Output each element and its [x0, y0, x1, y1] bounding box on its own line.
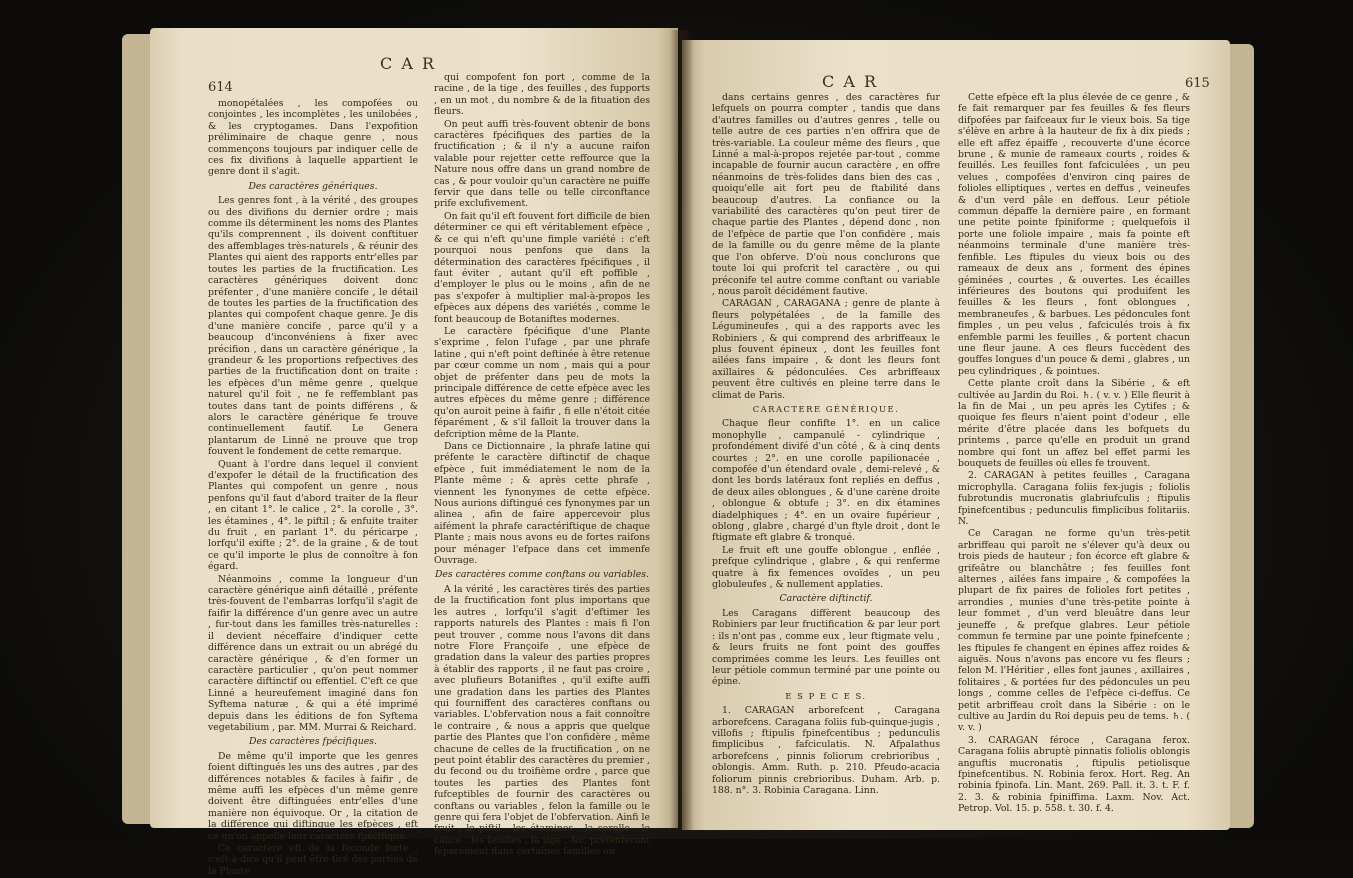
- paragraph: Les Caragans diffèrent beaucoup des Robiniers par leur fructification & par leur port : ils n'ont pas , comme eux , leur ftigmate velu , & leurs fruits ne font point des gouffes comprimées comme les leurs. Les feuilles ont leur pétiole commun terminé par une pointe ou épine.: [712, 607, 940, 688]
- paragraph: dans certains genres , des caractères fur lefquels on pourra compter , tandis que dans d'autres familles ou d'autres genres , telle ou telle autre de ces parties n'en offrira que de très-variable. La couleur même des fleurs , que Linné a mal-à-propos rejetée par-tout , comme incapable de fournir aucun caractère , en offre néanmoins de très-folides dans bien des cas , quoiqu'elle ait fort peu de ftabilité dans beaucoup d'autres. La confiance ou la variabilité des caractères qu'on peut tirer de chaque partie des Plantes , dépend donc , non de l'efpèce de partie que l'on confidère , mais de la famille ou du genre même de la plante que l'on obferve. D'où nous conclurons que toute loi qui profcrit tel caractère , ou qui préconife tel autre comme conftant ou variable , nous paroît décidément fautive.: [712, 92, 940, 297]
- right-page-column-1: [712, 92, 940, 797]
- paragraph: CARAGAN , CARAGANA ; genre de plante à fleurs polypétalées , de la famille des Légumineufes , qui a des rapports avec les Robiniers , & qui comprend des arbriffeaux le plus fouvent épineux , dont les feuilles font ailées fans impaire , & dont les fleurs font axillaires & pédonculées. Ces arbriffeaux peuvent être cultivés en pleine terre dans le climat de Paris.: [712, 298, 940, 401]
- paragraph: qui compofent fon port , comme de la racine , de la tige , des feuilles , des fupports , en un mot , du nombre & de la fituation des fleurs.: [434, 72, 650, 118]
- right-page-edges: [1228, 44, 1254, 828]
- paragraph: 3. CARAGAN féroce , Caragana ferox. Caragana foliis abruptè pinnatis foliolis oblongis anguftis mucronatis , ftipulis petiolisque fpinefcentibus. N. Robinia ferox. Hort. Reg. An robinia fpinofa. Lin. Mant. 269. Pall. it. 3. t. F. f. 2. 3. & robinia fpiniffima. Laxm. Nov. Act. Petrop. Vol. 15. p. 558. t. 30. f. 4.: [958, 734, 1190, 815]
- paragraph: Les genres font , à la vérité , des groupes ou des divifions du dernier ordre ; mais comme ils déterminent les noms des Plantes qu'ils comprennent , ils doivent conftituer des affemblages très-naturels , & réunir des Plantes qui aient des rapports entr'elles par toutes les parties de la fructification. Les caractères génériques doivent donc préfenter , d'une manière concife , le détail de toutes les parties de la fructification des plantes qui compofent chaque genre. Je dis d'une manière concife , parce qu'il y a beaucoup d'inconvéniens à fixer avec précifion , dans un caractère générique , la grandeur & les proportions refpectives des parties de la fructification dont on traite : les efpèces d'un même genre , quelque naturel qu'il foit , ne fe reffemblant pas toutes dans tant de points différens , & alors le caractère générique fe trouve continuellement fautif. Le Genera plantarum de Linné ne prouve que trop fouvent le fondement de cette remarque.: [208, 195, 418, 458]
- paragraph: 2. CARAGAN à petites feuilles , Caragana microphylla. Caragana foliis fex-jugis ; foliolis fubrotundis mucronatis glabriufculis ; ftipulis fpinefcentibus ; pedunculis fimplicibus folitariis. N.: [958, 470, 1190, 528]
- paragraph: Quant à l'ordre dans lequel il convient d'expofer le détail de la fructification des Plantes qui compofent un genre , nous penfons qu'il faut d'abord traiter de la fleur , en citant 1°. le calice , 2°. la corolle , 3°. les étamines , 4°. le piftil ; & enfuite traiter du fruit , en parlant 1°. du péricarpe , lorfqu'il exifte ; 2°. de la graine , & de tout ce qu'il importe le plus de connoître à fon égard.: [208, 458, 418, 573]
- left-page-column-1: [208, 98, 418, 878]
- right-page: [682, 40, 1230, 830]
- paragraph: monopétalées , les compofées ou conjointes , les incomplètes , les unilobées , & les cryptogames. Dans l'expofition préliminaire de chaque genre , nous commençons toujours par indiquer celle de ces fix divifions à laquelle appartient le genre dont il s'agit.: [208, 98, 418, 178]
- section-heading: Caractère diftinctif.: [779, 593, 873, 605]
- section-heading: Des caractères fpécifiques.: [249, 736, 377, 748]
- left-page-edges: [122, 34, 152, 824]
- paragraph: Ce Caragan ne forme qu'un très-petit arbriffeau qui paroît ne s'élever qu'à deux ou trois pieds de hauteur ; fon écorce eft glabre & grifeâtre ou blanchâtre ; fes feuilles font alternes , ailées fans impaire , & compofées la plupart de fix paires de folioles fort petites , arrondies , munies d'une très-petite pointe à leur fommet , d'un verd bleuâtre dans leur jeuneffe , & prefque glabres. Leur pétiole commun fe termine par une pointe fpinefcente ; les ftipules fe changent en épines affez roides & aiguës. Nous n'avons pas encore vu fes fleurs ; felon M. l'Héritier , elles font jaunes , axillaires , folitaires , & portées fur des pédoncules un peu longs , comme celles de l'efpèce ci-deffus. Ce petit arbriffeau croît dans la Sibérie : on le cultive au Jardin du Roi depuis peu de tems. ♄. ( v. v. ): [958, 528, 1190, 734]
- paragraph: 1. CARAGAN arborefcent , Caragana arborefcens. Caragana foliis fub-quinque-jugis , villofis ; ftipulis fpinefcentibus ; pedunculis fimplicibus , fafciculatis. N. Afpalathus arborefcens , pinnis foliorum crebrioribus , oblongis. Amm. Ruth. p. 210. Pfeudo-acacia foliorum pinnis crebrioribus. Duham. Arb. p. 188. n°. 3. Robinia Caragana. Linn.: [712, 705, 940, 796]
- paragraph: Le caractère fpécifique d'une Plante s'exprime , felon l'ufage , par une phrafe latine , qui n'eft point deftinée à être retenue par cœur comme un nom , mais qui a pour objet de préfenter dans peu de mots la principale différence de cette efpèce avec les autres efpèces du même genre ; différence qu'on auroit peine à faifir , fi elle n'étoit citée féparément , & s'il falloit la trouver dans la defcription même de la Plante.: [434, 325, 650, 440]
- section-heading: CARACTERE GÉNÉRIQUE.: [752, 403, 900, 414]
- right-page-column-2: [958, 92, 1190, 816]
- section-heading: E S P E C E S.: [785, 690, 867, 701]
- section-heading: Des caractères génériques.: [248, 180, 378, 192]
- book-gutter: [670, 30, 694, 830]
- paragraph: Cette efpèce eft la plus élevée de ce genre , & fe fait remarquer par fes feuilles & fes fleurs difpofées par faifceaux fur le vieux bois. Sa tige s'élève en arbre à la hauteur de fix à dix pieds ; elle eft affez épaiffe , recouverte d'une écorce brune , & munie de rameaux courts , roides & feuillés. Les feuilles font fafciculées , un peu velues , compofées d'environ cinq paires de folioles elliptiques , vertes en deffus , veineufes & d'un verd pâle en deffous. Leur pétiole commun dépaffe la dernière paire , en formant une petite pointe fpiniforme ; quelquefois il porte une foliole impaire , mais fa pointe eft néanmoins terminale d'une manière très-fenfible. Les ftipules du vieux bois ou des rameaux de deux ans , forment des épines géminées , courtes , & ouvertes. Les écailles inférieures des boutons qui produifent les feuilles & les fleurs , font oblongues , membraneufes , & barbues. Les pédoncules font fimples , un peu velus , fafciculés trois à fix enfemble parmi les feuilles , & portent chacun une fleur jaune. A ces fleurs fuccèdent des gouffes longues d'un pouce & demi , glabres , un peu cylindriques , & pointues.: [958, 92, 1190, 377]
- running-head-left: C A R: [380, 54, 437, 73]
- page-number-right: 615: [1185, 76, 1210, 91]
- paragraph: Dans ce Dictionnaire , la phrafe latine qui préfente le caractère diftinctif de chaque efpèce , fuit immédiatement le nom de la Plante même ; & après cette phrafe , viennent les fynonymes de cette efpèce. Nous aurions diftingué ces fynonymes par un alinea , afin de faire appercevoir plus aifément la phrafe caractériftique de chaque Plante ; mais nous avons eu de fortes raifons pour ménager l'efpace dans cet immenfe Ouvrage.: [434, 441, 650, 567]
- paragraph: Le fruit eft une gouffe oblongue , enflée , prefque cylindrique , glabre , & qui renferme quatre à fix femences ovoïdes , un peu globuleufes , & nullement applaties.: [712, 544, 940, 591]
- paragraph: On peut auffi très-fouvent obtenir de bons caractères fpécifiques des parties de la fructification ; & il n'y a aucune raifon valable pour rejetter cette reffource que la Nature nous offre dans un grand nombre de cas , & pour vouloir qu'un caractère ne puiffe fervir que dans telle ou telle circonftance prife exclufivement.: [434, 118, 650, 210]
- left-page-column-2: [434, 72, 650, 859]
- paragraph: De même qu'il importe que les genres foient diftingués les uns des autres , par des différences notables & faciles à faifir , de même auffi les efpèces d'un même genre doivent être diftinguées entr'elles d'une manière non équivoque. Or , la citation de la différence qui diftingue les efpèces , eft ce qu'on appelle leur caractère fpécifique.: [208, 750, 418, 842]
- page-number-left: 614: [208, 80, 233, 95]
- paragraph: Cette plante croît dans la Sibérie , & eft cultivée au Jardin du Roi. ♄. ( v. v. ) Elle fleurit à la fin de Mai , un peu après les Cytifes ; & quoique fes fleurs n'aient point d'odeur , elle mérite d'être placée dans les bofquets du printems , parce qu'elle en produit un grand nombre qui font un affez bel effet parmi les bouquets de feuilles où elles fe trouvent.: [958, 378, 1190, 469]
- paragraph: Ce caractère eft de la feconde forte , c'eft-à-dire qu'il peut être tiré des parties de la Plante: [208, 843, 418, 877]
- running-head-right: C A R: [822, 72, 879, 91]
- paragraph: A la vérité , les caractères tirés des parties de la fructification font plus importans que les autres , lorfqu'il s'agit d'eftimer les rapports naturels des Plantes : mais fi l'on peut trouver , comme nous l'avons dit dans notre Flore Françoife , une efpèce de gradation dans la valeur des parties propres à établir des rapports , il ne faut pas croire , avec plufieurs Botaniftes , qu'il exifte auffi une gradation dans les parties des Plantes qui fourniffent des caractères conftans ou variables. L'obfervation nous a fait connoître le contraire , & nous a appris que quelque partie des Plantes que l'on confidère , même chacune de celles de la fructification , on ne peut point établir des caractères du premier , du fecond ou du troifième ordre , parce que toutes les parties des Plantes font fufceptibles de fournir des caractères ou conftans ou variables , felon la famille ou le genre qui fera l'objet de l'obfervation. Ainfi le fruit , le piftil , les étamines , la corolle , le calice , les feuilles , la tige , &c. préfenteront féparément dans certaines familles ou: [434, 583, 650, 858]
- paragraph: Chaque fleur confifte 1°. en un calice monophylle , campanulé - cylindrique , profondément divifé d'un côté , & à cinq dents courtes ; 2°. en une corolle papilionacée , compofée d'un étendard ovale , demi-relevé , & dont les bords latéraux font repliés en deffus , de deux ailes oblongues , & d'une carène droite , oblongue & obtufe ; 3°. en dix étamines diadelphiques ; 4°. en un ovaire fupérieur , oblong , glabre , chargé d'un ftyle droit , dont le ftigmate eft glabre & tronqué.: [712, 418, 940, 544]
- paragraph: On fait qu'il eft fouvent fort difficile de bien déterminer ce qui eft véritablement efpèce , & ce qui n'eft qu'une fimple variété : c'eft pourquoi nous penfons que dans la détermination des caractères fpécifiques , il faut éviter , autant qu'il eft poffible , d'employer le plus ou le moins , afin de ne pas s'expofer à multiplier mal-à-propos les efpèces aux dépens des variétés , comme le font beaucoup de Botaniftes modernes.: [434, 210, 650, 325]
- left-page: [150, 28, 678, 877]
- section-heading: Des caractères comme conftans ou variables.: [434, 569, 650, 581]
- paragraph: Néanmoins , comme la longueur d'un caractère générique ainfi détaillé , préfente très-fouvent de l'embarras lorfqu'il s'agit de faifir la différence d'un genre avec un autre , fur-tout dans les familles très-naturelles : il devient néceffaire d'indiquer cette différence dans un extrait ou un abrégé du caractère générique , & d'en former un caractère particulier , qu'on peut nommer caractère diftinctif ou effentiel. C'eft ce que Linné a heureufement imaginé dans fon Syftema naturæ , & qui a été imprimé depuis dans les éditions de fon Syftema vegetabilium , par. MM. Murrai & Reichard.: [208, 573, 418, 733]
